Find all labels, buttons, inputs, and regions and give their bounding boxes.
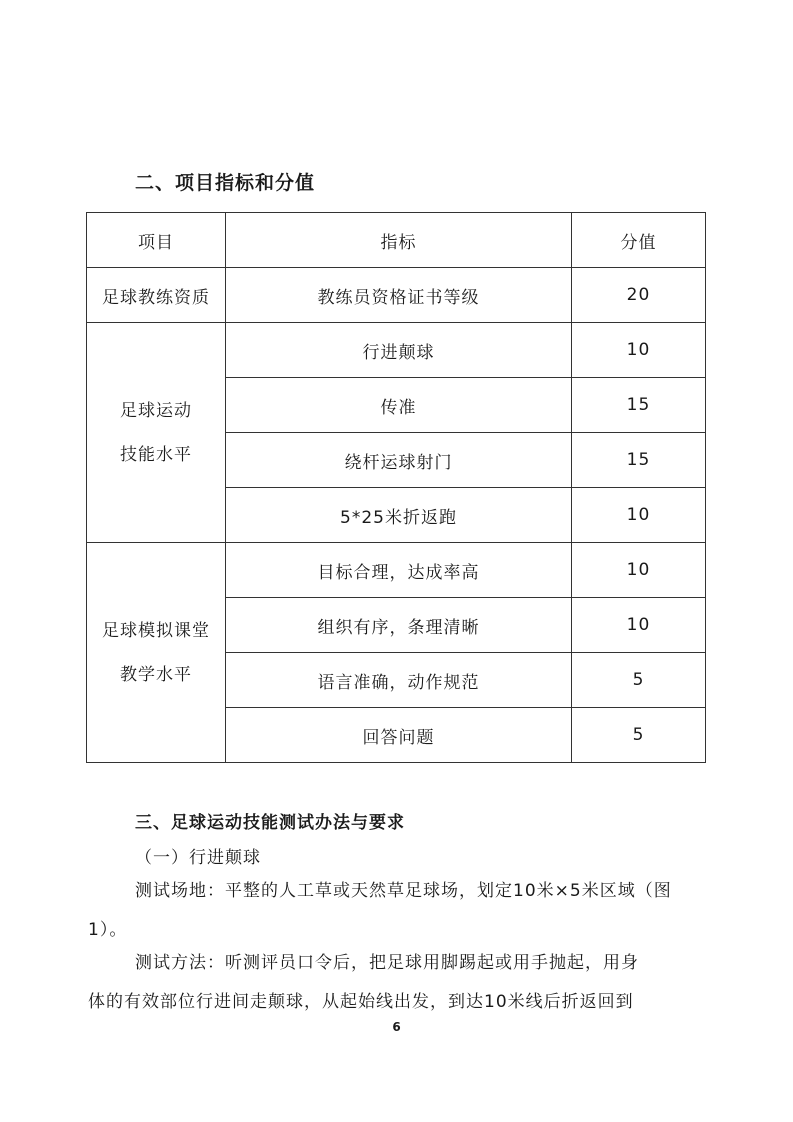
indicator-cell: 组织有序，条理清晰 [226,598,572,653]
header-score: 分值 [572,213,706,268]
paragraph-line: 1）。 [88,920,128,940]
score-cell: 10 [572,323,706,378]
table-row [87,543,706,598]
score-table [86,212,706,763]
section-heading: 三、足球运动技能测试办法与要求 [135,813,405,833]
category-line: 足球模拟课堂 [102,620,210,641]
indicator-cell: 绕杆运球射门 [226,433,572,488]
section-heading: 二、项目指标和分值 [135,172,316,194]
paragraph-line: 测试场地：平整的人工草或天然草足球场，划定10米×5米区域（图 [135,881,672,901]
indicator-cell: 传准 [226,378,572,433]
paragraph-line: 体的有效部位行进间走颠球，从起始线出发，到达10米线后折返回到 [88,992,634,1012]
paragraph-line: 测试方法：听测评员口令后，把足球用脚踢起或用手抛起，用身 [135,953,639,973]
category-line: 技能水平 [120,444,192,465]
category-cell: 足球教练资质 [87,268,226,323]
score-cell: 15 [572,433,706,488]
score-cell: 10 [572,598,706,653]
score-cell: 5 [572,653,706,708]
method-paragraph [88,944,708,1022]
category-line: 足球运动 [120,400,192,421]
category-cell [87,543,226,763]
score-cell: 5 [572,708,706,763]
indicator-cell: 行进颠球 [226,323,572,378]
score-cell: 15 [572,378,706,433]
category-cell [87,323,226,543]
indicator-cell: 语言准确，动作规范 [226,653,572,708]
venue-paragraph [88,872,708,950]
table-row [87,323,706,378]
indicator-cell: 目标合理，达成率高 [226,543,572,598]
category-line: 教学水平 [120,664,192,685]
score-cell: 10 [572,543,706,598]
indicator-cell: 教练员资格证书等级 [226,268,572,323]
indicator-cell: 回答问题 [226,708,572,763]
subsection-heading: （一）行进颠球 [135,848,261,868]
score-cell: 20 [572,268,706,323]
table-row [87,268,706,323]
score-cell: 10 [572,488,706,543]
indicator-cell: 5*25米折返跑 [226,488,572,543]
header-indicator: 指标 [226,213,572,268]
page-number: 6 [392,1020,401,1034]
header-project: 项目 [87,213,226,268]
table-header-row [87,213,706,268]
